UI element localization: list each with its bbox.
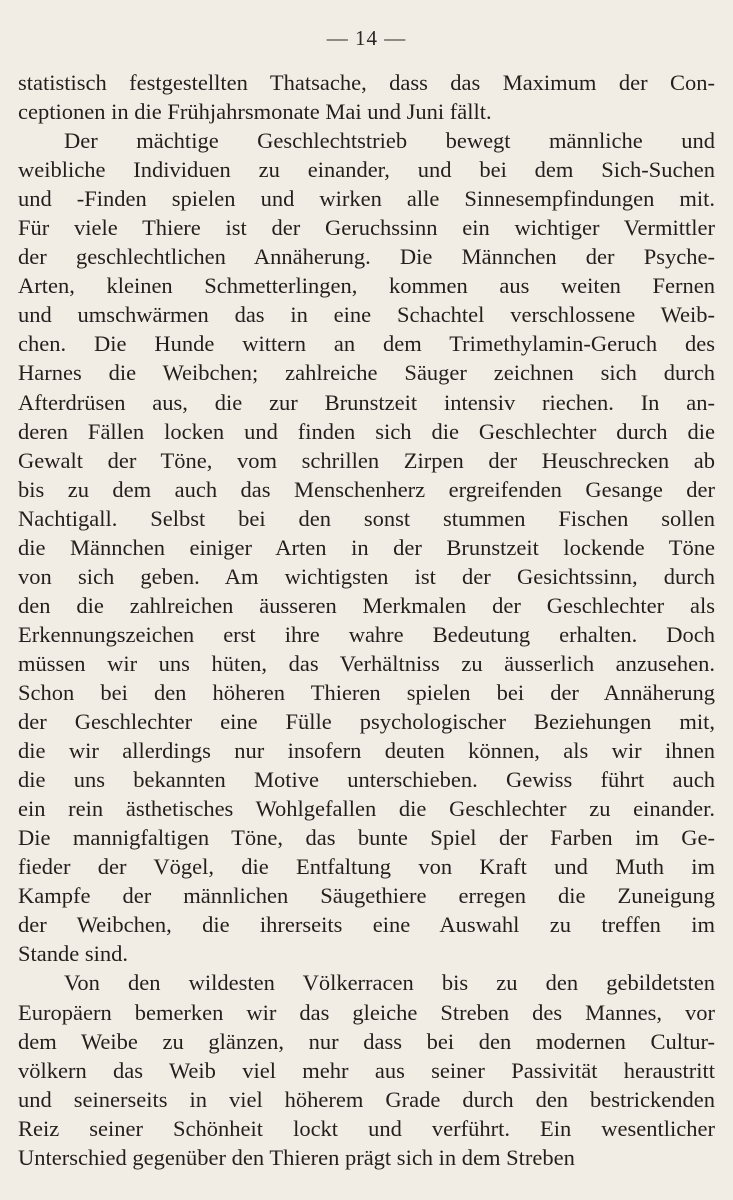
text-line: Nachtigall. Selbst bei den sonst stummen Fischen sollen: [18, 505, 715, 531]
text-line: statistisch festgestellten Thatsache, dass das Maximum der Con-: [18, 70, 715, 95]
text-line: Schon bei den höheren Thieren spielen bei der Annäherung: [18, 679, 715, 705]
text-line: Der mächtige Geschlechtstrieb bewegt männliche und: [64, 128, 715, 154]
text-line: Unterschied gegenüber den Thieren prägt sich in dem Streben: [18, 1144, 575, 1170]
text-line: die wir allerdings nur insofern deuten können, als wir ihnen: [18, 738, 715, 764]
page-number: — 14 —: [326, 26, 407, 50]
text-line: Europäern bemerken wir das gleiche Streben des Mannes, vor: [18, 999, 715, 1025]
text-line: Reiz seiner Schönheit lockt und verführt. Ein wesentlicher: [18, 1115, 715, 1141]
text-line: Afterdrüsen aus, die zur Brunstzeit intensiv riechen. In an-: [18, 389, 715, 415]
text-line: Von den wildesten Völkerracen bis zu den gebildetsten: [64, 970, 715, 996]
text-line: und -Finden spielen und wirken alle Sinnesempfindungen mit.: [18, 186, 715, 212]
paragraph: [18, 126, 715, 968]
text-line: der geschlechtlichen Annäherung. Die Männchen der Psyche-: [18, 244, 715, 270]
text-line: Die mannigfaltigen Töne, das bunte Spiel der Farben im Ge-: [18, 825, 715, 851]
text-line: chen. Die Hunde wittern an dem Trimethylamin-Geruch des: [18, 331, 715, 357]
paragraph: [18, 968, 715, 1171]
text-line: den die zahlreichen äusseren Merkmalen der Geschlechter als: [18, 592, 715, 618]
text-line: Harnes die Weibchen; zahlreiche Säuger zeichnen sich durch: [18, 360, 715, 386]
text-line: die uns bekannten Motive unterschieben. Gewiss führt auch: [18, 767, 715, 793]
text-line: von sich geben. Am wichtigsten ist der Gesichtssinn, durch: [18, 563, 715, 589]
text-line: ceptionen in die Frühjahrsmonate Mai und Juni fällt.: [18, 99, 492, 125]
text-line: Für viele Thiere ist der Geruchssinn ein wichtiger Vermittler: [18, 215, 715, 241]
text-line: weibliche Individuen zu einander, und bei dem Sich-Suchen: [18, 157, 715, 183]
text-line: der Weibchen, die ihrerseits eine Auswahl zu treffen im: [18, 912, 715, 938]
text-line: dem Weibe zu glänzen, nur dass bei den modernen Cultur-: [18, 1028, 715, 1054]
text-line: Erkennungszeichen erst ihre wahre Bedeutung erhalten. Doch: [18, 621, 715, 647]
text-line: Kampfe der männlichen Säugethiere erregen die Zuneigung: [18, 883, 715, 909]
text-body: [18, 68, 715, 1172]
text-line: müssen wir uns hüten, das Verhältniss zu äusserlich anzusehen.: [18, 650, 715, 676]
text-line: Gewalt der Töne, vom schrillen Zirpen der Heuschrecken ab: [18, 447, 715, 473]
text-line: Stande sind.: [18, 941, 128, 967]
text-line: der Geschlechter eine Fülle psychologischer Beziehungen mit,: [18, 709, 715, 735]
text-line: und umschwärmen das in eine Schachtel verschlossene Weib-: [18, 302, 715, 328]
paragraph: [18, 68, 715, 126]
text-line: und seinerseits in viel höherem Grade durch den bestrickenden: [18, 1086, 715, 1112]
text-line: Arten, kleinen Schmetterlingen, kommen aus weiten Fernen: [18, 273, 715, 299]
text-line: deren Fällen locken und finden sich die Geschlechter durch die: [18, 418, 715, 444]
text-line: ein rein ästhetisches Wohlgefallen die Geschlechter zu einander.: [18, 796, 715, 822]
text-line: die Männchen einiger Arten in der Brunstzeit lockende Töne: [18, 534, 715, 560]
text-line: fieder der Vögel, die Entfaltung von Kraft und Muth im: [18, 854, 715, 880]
text-line: bis zu dem auch das Menschenherz ergreifenden Gesange der: [18, 476, 715, 502]
text-line: völkern das Weib viel mehr aus seiner Passivität heraustritt: [18, 1057, 715, 1083]
